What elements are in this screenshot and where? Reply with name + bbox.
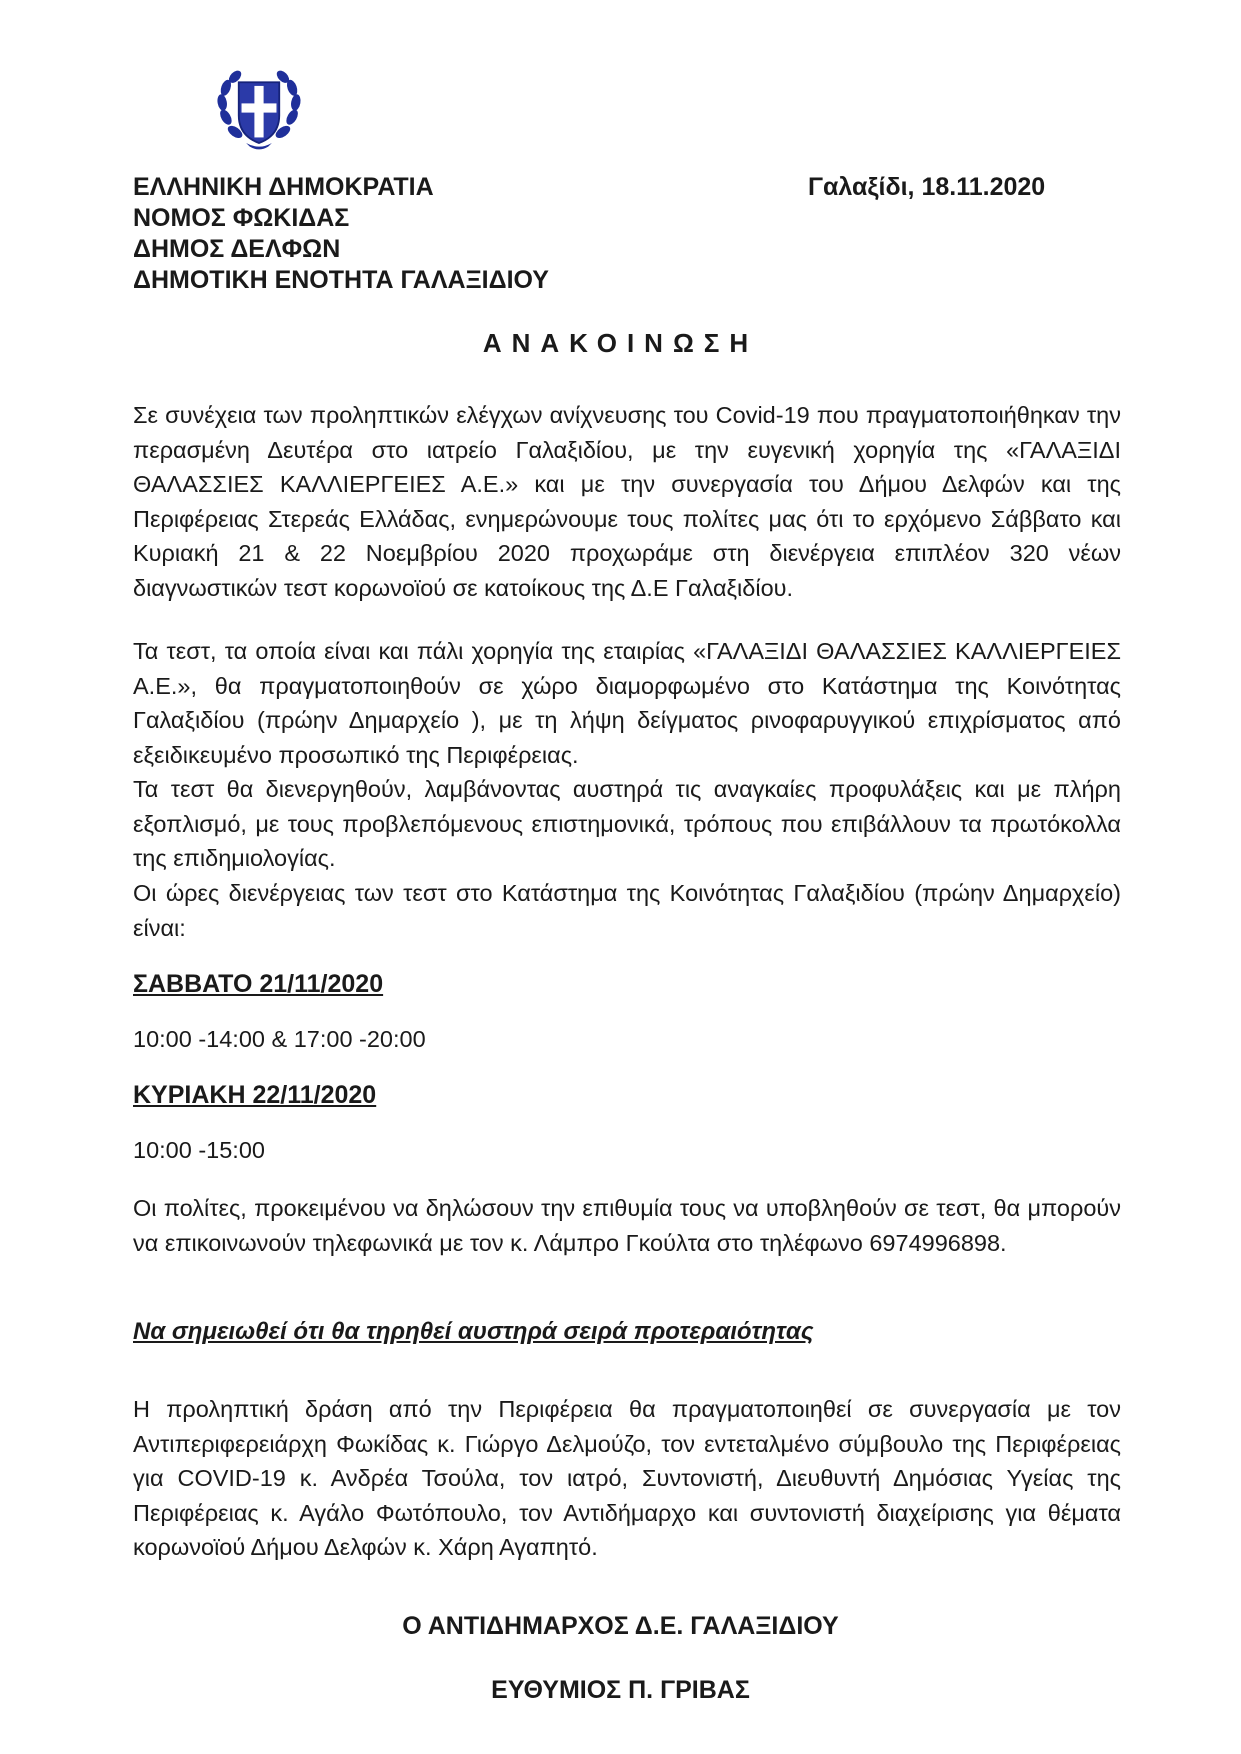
signature-name: ΕΥΘΥΜΙΟΣ Π. ΓΡΙΒΑΣ: [491, 1676, 750, 1704]
header-line-municipality: ΔΗΜΟΣ ΔΕΛΦΩΝ: [133, 235, 341, 263]
paragraph-protocols: Τα τεστ θα διενεργηθούν, λαμβάνοντας αυστηρά τις αναγκαίες προφυλάξεις και με πλήρη εξοπλισμό, με τους προβλεπόμενους επιστημονικά, τρόπους που επιβάλλουν τα πρωτόκολλα της επιδημιολογίας.: [133, 776, 1121, 871]
paragraph-intro: Σε συνέχεια των προληπτικών ελέγχων ανίχνευσης του Covid-19 που πραγματοποιήθηκαν την περασμένη Δευτέρα στο ιατρείο Γαλαξιδίου, με την ευγενική χορηγία της «ΓΑΛΑΞΙΔΙ ΘΑΛΑΣΣΙΕΣ ΚΑΛΛΙΕΡΓΕΙΕΣ Α.Ε.» και με την συνεργασία του Δήμου Δελφών και της Περιφέρειας Στερεάς Ελλάδας, ενημερώνουμε τους πολίτες μας ότι το ερχόμενο Σάββατο και Κυριακή 21 & 22 Νοεμβρίου 2020 προχωράμε στη διενέργεια επιπλέον 320 νέων διαγνωστικών τεστ κορωνοϊού σε κατοίκους της Δ.Ε Γαλαξιδίου.: [133, 402, 1121, 601]
paragraph-location: Τα τεστ, τα οποία είναι και πάλι χορηγία της εταιρίας «ΓΑΛΑΞΙΔΙ ΘΑΛΑΣΣΙΕΣ ΚΑΛΛΙΕΡΓΕΙΕΣ Α.Ε.», θα πραγματοποιηθούν σε χώρο διαμορφωμένο στο Κατάστημα της Κοινότητας Γαλαξιδίου (πρώην Δημαρχείο ), με τη λήψη δείγματος ρινοφαρυγγικού επιχρίσματος από εξειδικευμένο προσωπικό της Περιφέρειας.: [133, 638, 1121, 768]
document-title: ΑΝΑΚΟΙΝΩΣΗ: [482, 328, 759, 358]
header-line-unit: ΔΗΜΟΤΙΚΗ ΕΝΟΤΗΤΑ ΓΑΛΑΞΙΔΙΟΥ: [133, 266, 549, 294]
place-date: Γαλαξίδι, 18.11.2020: [808, 173, 1046, 201]
schedule-hours-sunday: 10:00 -15:00: [133, 1137, 265, 1163]
priority-note: Να σημειωθεί ότι θα τηρηθεί αυστηρά σειρά προτεραιότητας: [133, 1318, 814, 1345]
signature-role: Ο ΑΝΤΙΔΗΜΑΡΧΟΣ Δ.Ε. ΓΑΛΑΞΙΔΙΟΥ: [402, 1612, 839, 1640]
header-line-prefecture: ΝΟΜΟΣ ΦΩΚΙΔΑΣ: [133, 204, 350, 232]
schedule-hours-saturday: 10:00 -14:00 & 17:00 -20:00: [133, 1026, 426, 1052]
header-line-republic: ΕΛΛΗΝΙΚΗ ΔΗΜΟΚΡΑΤΙΑ: [133, 173, 434, 201]
greek-coat-of-arms-icon: [213, 62, 305, 154]
paragraph-hours-intro: Οι ώρες διενέργειας των τεστ στο Κατάστημα της Κοινότητας Γαλαξιδίου (πρώην Δημαρχείο) είναι:: [133, 880, 1121, 941]
paragraph-collaboration: Η προληπτική δράση από την Περιφέρεια θα πραγματοποιηθεί σε συνεργασία με τον Αντιπεριφερειάρχη Φωκίδας κ. Γιώργο Δελμούζο, τον εντεταλμένο σύμβουλο της Περιφέρειας για COVID-19 κ. Ανδρέα Τσούλα, τον ιατρό, Συντονιστή, Διευθυντή Δημόσιας Υγείας της Περιφέρειας κ. Αγάλο Φωτόπουλο, τον Αντιδήμαρχο και συντονιστή διαχείρισης για θέματα κορωνοϊού Δήμου Δελφών κ. Χάρη Αγαπητό.: [133, 1396, 1121, 1560]
paragraph-contact: Οι πολίτες, προκειμένου να δηλώσουν την επιθυμία τους να υποβληθούν σε τεστ, θα μπορούν να επικοινωνούν τηλεφωνικά με τον κ. Λάμπρο Γκούλτα στο τηλέφωνο 6974996898.: [133, 1195, 1121, 1256]
schedule-day-saturday: ΣΑΒΒΑΤΟ 21/11/2020: [133, 970, 384, 998]
issuer-header: [133, 172, 549, 296]
schedule-day-sunday: ΚΥΡΙΑΚΗ 22/11/2020: [133, 1081, 377, 1109]
